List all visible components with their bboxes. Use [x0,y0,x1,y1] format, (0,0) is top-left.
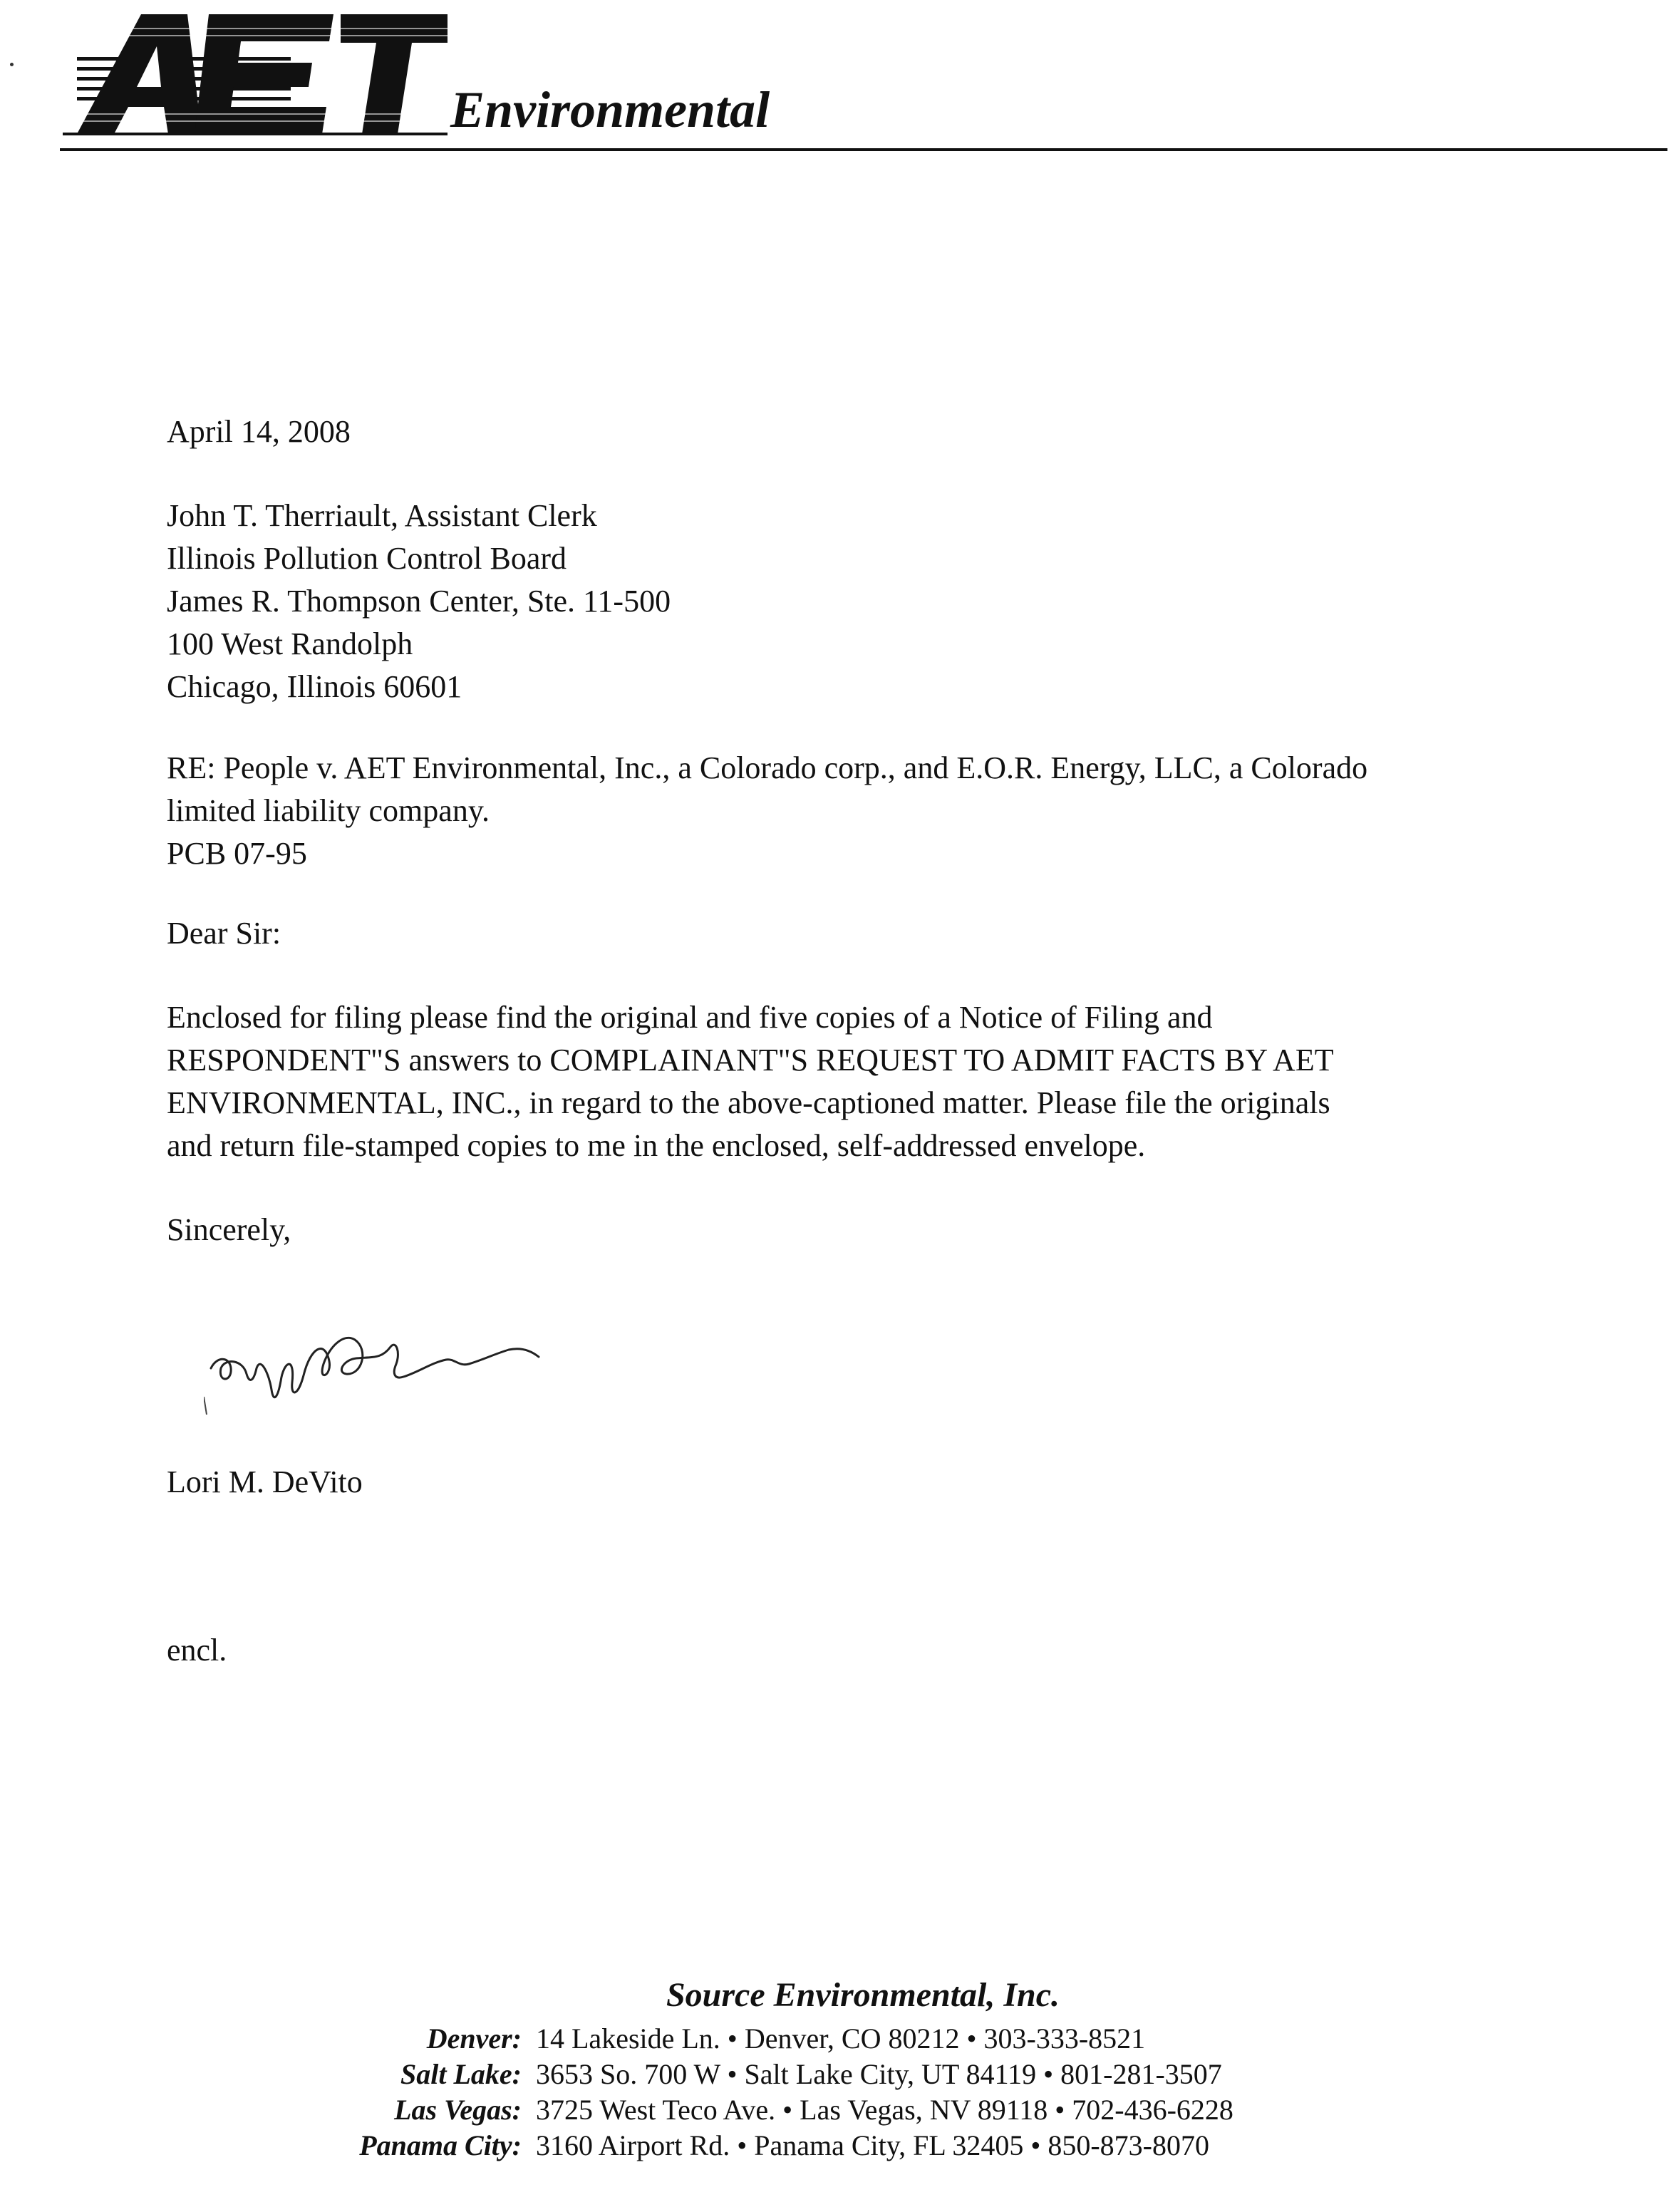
salutation: Dear Sir: [167,916,281,951]
office-address: 3653 So. 700 W • Salt Lake City, UT 84119 • 801-281-3507 [536,2058,1222,2090]
office-city: Salt Lake: [400,2058,522,2090]
signer-name: Lori M. DeVito [167,1464,363,1499]
aet-logo [63,7,448,143]
letterhead [0,0,1676,164]
header-rule [60,148,1667,151]
body-line: and return file-stamped copies to me in the enclosed, self-addressed envelope. [167,1128,1146,1163]
office-row [0,2128,1676,2164]
body-line: RESPONDENT"S answers to COMPLAINANT"S REQUEST TO ADMIT FACTS BY AET [167,1043,1334,1077]
re-line-text: RE: People v. AET Environmental, Inc., a Colorado corp., and E.O.R. Energy, LLC, a Colorado [167,750,1368,785]
office-address: 14 Lakeside Ln. • Denver, CO 80212 • 303-333-8521 [536,2022,1146,2055]
body-paragraph [167,996,1334,1167]
recipient-address [167,495,671,708]
recipient-line: 100 West Randolph [167,626,413,661]
re-line [167,747,1367,875]
recipient-line: James R. Thompson Center, Ste. 11-500 [167,584,671,619]
office-row [0,2092,1676,2128]
handwritten-signature [204,1290,817,1432]
office-city: Panama City: [359,2129,522,2161]
recipient-line: Illinois Pollution Control Board [167,541,567,576]
office-city: Las Vegas: [394,2094,522,2126]
body-line: ENVIRONMENTAL, INC., in regard to the above-captioned matter. Please file the originals [167,1085,1330,1120]
scan-speck [10,63,14,66]
re-line-text: limited liability company. [167,793,490,828]
enclosure-note: encl. [167,1633,227,1668]
office-address: 3725 West Teco Ave. • Las Vegas, NV 89118 • 702-436-6228 [536,2094,1233,2126]
office-row [0,2021,1676,2057]
case-number: PCB 07-95 [167,836,307,871]
company-wordmark: Environmental [450,81,770,138]
closing: Sincerely, [167,1212,291,1247]
office-city: Denver: [426,2022,522,2055]
body-line: Enclosed for filing please find the original and five copies of a Notice of Filing and [167,1000,1213,1035]
recipient-line: John T. Therriault, Assistant Clerk [167,498,597,533]
recipient-line: Chicago, Illinois 60601 [167,669,462,704]
letter-date: April 14, 2008 [167,414,351,449]
office-address: 3160 Airport Rd. • Panama City, FL 32405 • 850-873-8070 [536,2129,1209,2161]
office-row [0,2057,1676,2092]
footer-company: Source Environmental, Inc. [666,1976,1060,2014]
